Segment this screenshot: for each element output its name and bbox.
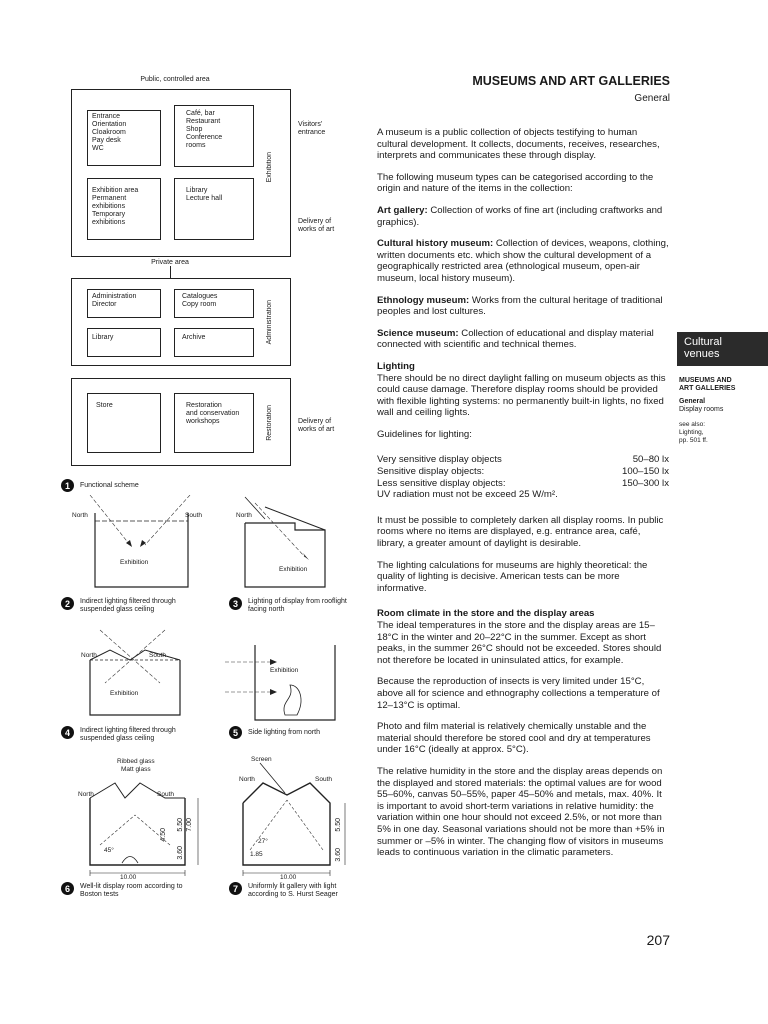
term: Art gallery: [377, 204, 428, 216]
figure-2-diagram [60, 495, 210, 595]
f7-h1: 5.50 [335, 818, 342, 832]
restoration-block: Restoration and conservation workshops [174, 393, 254, 453]
definition: Collection of works of fine art (including craftworks and graphics). [377, 204, 663, 228]
page-title: MUSEUMS AND ART GALLERIES [472, 74, 670, 88]
f6-south: South [157, 791, 174, 798]
f6-h4: 3.60 [177, 846, 184, 860]
paragraph: The ideal temperatures in the store and the display areas are 15–18°C in the winter and 20–22°C in the summer. Except as short peaks, in the summer 26°C should not be exceeded. Stores should not therefore be located in uninsulated attics, for example. [377, 620, 662, 666]
paragraph: It must be possible to completely darken all display rooms. In public rooms where no items are displayed, e.g. entrance area, café, library, a greater amount of daylight is desirable. [377, 514, 664, 550]
figure-6-caption [61, 882, 183, 899]
figure-caption-text: Side lighting from north [248, 729, 320, 736]
figure-7-caption [229, 882, 338, 899]
f6-h3: 4.50 [160, 828, 167, 842]
paragraph [377, 238, 669, 284]
figure-4-diagram [70, 625, 200, 720]
page-number: 207 [646, 932, 670, 948]
figure-number: 5 [229, 726, 242, 739]
f6-h1: 5.50 [177, 818, 184, 832]
connector-line [170, 266, 171, 278]
f6-h2: 7.00 [186, 818, 193, 832]
figure-3-caption [229, 597, 347, 614]
figure-number: 6 [61, 882, 74, 895]
catalogues-block: Catalogues Copy room [174, 289, 254, 318]
figure-number: 1 [61, 479, 74, 492]
admin-vertical-label: Administration [266, 300, 273, 345]
f2-north: North [72, 512, 88, 519]
sidetab-sub2: Display rooms [679, 406, 724, 413]
definition: Collection of devices, weapons, clothing, written documents etc. which show the cultural development of a geographically restricted area (ethnological museum, open-air museum, local history museum). [377, 238, 669, 284]
visitors-entrance-label: Visitors' entrance [298, 121, 326, 136]
guideline-value: 50–80 lx [632, 454, 669, 466]
library-block: Library Lecture hall [174, 178, 254, 240]
figure-caption-text: Indirect lighting filtered through suspended glass ceiling [80, 727, 176, 742]
delivery-label-2: Delivery of works of art [298, 418, 335, 433]
exhibition-block: Exhibition area Permanent exhibitions Temporary exhibitions [87, 178, 161, 240]
section-tab: Cultural venues [677, 332, 768, 366]
figure-caption-text: Uniformly lit gallery with light according to S. Hurst Seager [248, 883, 338, 898]
f7-south: South [315, 776, 332, 783]
f6-ribbed: Ribbed glass [117, 758, 155, 765]
figure-2-caption [61, 597, 176, 614]
figure-4-caption [61, 726, 176, 743]
figure-5-caption [229, 726, 320, 739]
figure-5-diagram [225, 640, 345, 725]
f7-h2: 3.60 [335, 848, 342, 862]
figure-caption-text: Functional scheme [80, 482, 139, 489]
delivery-label-1: Delivery of works of art [298, 218, 335, 233]
public-area-label: Public, controlled area [140, 76, 210, 83]
paragraph: Guidelines for lighting: [377, 428, 472, 440]
heading-climate: Room climate in the store and the display areas [377, 608, 595, 620]
guideline-row [377, 466, 669, 478]
term: Ethnology museum: [377, 294, 470, 306]
f6-north: North [78, 791, 94, 798]
paragraph: A museum is a public collection of objects testifying to human cultural development. It collects, documents, receives, researches, interprets and communicates these through display. [377, 127, 660, 162]
figure-number: 7 [229, 882, 242, 895]
f7-dim: 10.00 [280, 874, 297, 881]
paragraph [377, 328, 669, 351]
guideline-label: Sensitive display objects: [377, 466, 485, 478]
entrance-block: Entrance Orientation Cloakroom Pay desk WC [87, 110, 161, 166]
guideline-label: Less sensitive display objects: [377, 477, 506, 489]
library-block-2: Library [87, 328, 161, 357]
f7-angle: 27° [258, 838, 268, 845]
paragraph: Because the reproduction of insects is very limited under 15°C, above all for science and ethnography collections a temperature of 12–13°C is optimal. [377, 676, 660, 711]
paragraph: Photo and film material is relatively chemically unstable and the material should therefore be stored cool and dry at temperatures under 16°C (ideally at approx. 5°C). [377, 721, 651, 756]
paragraph [377, 205, 669, 228]
guideline-value: 150–300 lx [622, 477, 669, 489]
figure-1-caption [61, 479, 139, 492]
sidetab-see-also: see also: Lighting, pp. 501 ff. [679, 421, 708, 444]
f6-dim: 10.00 [120, 874, 137, 881]
sidetab-section: MUSEUMS AND ART GALLERIES [679, 377, 736, 392]
f3-room: Exhibition [279, 566, 308, 573]
figure-caption-text: Indirect lighting filtered through suspended glass ceiling [80, 598, 176, 613]
guideline-label: Very sensitive display objects [377, 454, 502, 466]
f6-angle: 45° [104, 847, 114, 854]
guideline-row [377, 478, 669, 490]
sidetab-sub1: General [679, 398, 706, 405]
paragraph: The lighting calculations for museums are highly theoretical: the quality of lighting is decisive. American tests can be more informative. [377, 559, 648, 594]
definition: Collection of educational and display material connected with scientific and technical themes. [377, 327, 654, 351]
paragraph [377, 295, 669, 318]
paragraph: The following museum types can be categorised according to the origin and nature of the items in the collection: [377, 171, 654, 195]
f3-north: North [236, 512, 252, 519]
figure-caption-text: Lighting of display from rooflight facing north [248, 598, 347, 613]
paragraph: The relative humidity in the store and the display areas depends on the displayed and stored materials: the optimal values are for wood 55–60%, canvas 50–55%, paper 45–50% and metals, max. 40%. It is important to avoid short-term variations in relative humidity: the variation within one hour should not exceed 2.5%, or not more than 5% in one day. Seasonal variations should not be more than +5% in summer or –5% in winter. The changing flow of visitors in museums leads to continuous variation in the climatic parameters. [377, 765, 665, 859]
heading-lighting: Lighting [377, 360, 415, 372]
f7-h3: 1.85 [250, 851, 263, 858]
figure-caption-text: Well-lit display room according to Boston tests [80, 883, 183, 898]
f4-room: Exhibition [110, 690, 139, 697]
figure-3-diagram [225, 495, 345, 595]
guideline-value: 100–150 lx [622, 466, 669, 478]
body-text [377, 127, 669, 869]
term: Science museum: [377, 327, 459, 339]
f5-room: Exhibition [270, 667, 299, 674]
f7-north: North [239, 776, 255, 783]
definition: Works from the cultural heritage of traditional peoples and lost cultures. [377, 294, 663, 318]
page-subtitle: General [634, 93, 670, 104]
f2-south: South [185, 512, 202, 519]
f4-south: South [149, 652, 166, 659]
f4-north: North [81, 652, 97, 659]
admin-block: Administration Director [87, 289, 161, 318]
exhibition-vertical-label: Exhibition [266, 152, 273, 183]
store-block: Store [87, 393, 161, 453]
paragraph: There should be no direct daylight falling on museum objects as this could cause damage. Therefore display rooms should be provided with flexible lighting systems: no permanently built-in lights, no fixed wall and ceiling lights. [377, 372, 666, 419]
restoration-vertical-label: Restoration [266, 405, 273, 441]
guideline-row [377, 454, 669, 466]
figure-number: 4 [61, 726, 74, 739]
f2-room: Exhibition [120, 559, 149, 566]
cafe-block: Café, bar Restaurant Shop Conference rooms [174, 105, 254, 167]
archive-block: Archive [174, 328, 254, 357]
figure-number: 2 [61, 597, 74, 610]
private-area-label: Private area [151, 259, 189, 266]
f6-matt: Matt glass [121, 766, 151, 773]
f7-screen: Screen [251, 756, 272, 763]
figure-number: 3 [229, 597, 242, 610]
paragraph: UV radiation must not be exceed 25 W/m². [377, 489, 558, 501]
term: Cultural history museum: [377, 238, 494, 250]
